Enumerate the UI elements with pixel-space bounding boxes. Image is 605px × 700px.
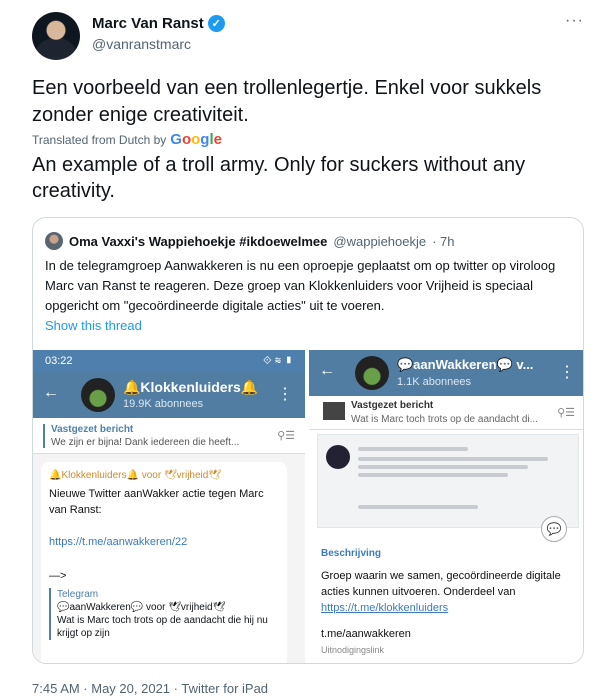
tweet-metadata: 7:45 AM · May 20, 2021 · Twitter for iPad bbox=[32, 681, 269, 696]
pinned-accent bbox=[43, 424, 45, 448]
status-icons: ⟐ ≋ ▮ bbox=[262, 354, 293, 367]
channel-info bbox=[321, 546, 561, 658]
channel-message bbox=[41, 462, 287, 664]
quoted-author-handle: @wappiehoekje bbox=[333, 233, 427, 249]
pinned-title: Vastgezet bericht bbox=[51, 424, 134, 435]
kebab-menu-icon: ⋮ bbox=[277, 386, 293, 403]
quoted-tweet[interactable] bbox=[32, 217, 584, 664]
channel-title: 🔔Klokkenluiders🔔 bbox=[123, 379, 259, 395]
embedded-avatar bbox=[326, 445, 350, 469]
description-text: Groep waarin we samen, gecoördineerde digitale acties kunnen uitvoeren. Onderdeel van bbox=[321, 570, 561, 598]
channel-avatar bbox=[81, 378, 115, 412]
quoted-tweet-text: In de telegramgroep Aanwakkeren is nu een oproepje geplaatst om op twitter op viroloog Marc van Ranst te reageren. Deze groep van Klokkenluiders voor Vrijheid is speciaal opgericht om "gecoördineerde digitale acties" uit te voeren. bbox=[45, 258, 556, 313]
quoted-time: · 7h bbox=[432, 233, 455, 249]
quoted-author-name: Oma Vaxxi's Wappiehoekje #ikdoewelmee bbox=[69, 233, 328, 249]
invite-link: t.me/aanwakkeren bbox=[321, 628, 411, 640]
pin-icon: ⚲☰ bbox=[557, 407, 575, 419]
chat-bubble-icon: 💬 bbox=[541, 516, 567, 542]
google-logo[interactable]: Google bbox=[170, 131, 222, 148]
back-arrow-icon: ← bbox=[43, 384, 59, 401]
pinned-thumbnail bbox=[323, 402, 345, 420]
text-line bbox=[358, 447, 468, 451]
quoted-tweet-header bbox=[45, 232, 455, 250]
author-name-text: Marc Van Ranst bbox=[92, 15, 204, 32]
description-body bbox=[321, 568, 561, 616]
pinned-message bbox=[309, 396, 584, 430]
forwarded-from: 💬aanWakkeren💬 voor 🕊vrijheid🕊 bbox=[57, 602, 226, 613]
pinned-message bbox=[33, 418, 305, 454]
telegram-channel-header-2 bbox=[309, 350, 584, 396]
channel-avatar bbox=[355, 356, 389, 390]
text-line bbox=[358, 505, 478, 509]
quoted-avatar bbox=[45, 232, 63, 250]
forwarded-title: Telegram bbox=[57, 589, 99, 600]
more-options-icon[interactable]: ··· bbox=[565, 12, 584, 29]
text-line bbox=[358, 465, 528, 469]
text-line bbox=[358, 473, 508, 477]
kebab-menu-icon: ⋮ bbox=[559, 364, 575, 381]
author-avatar[interactable] bbox=[32, 12, 80, 60]
verified-badge-icon: ✓ bbox=[208, 15, 225, 32]
forwarded-preview bbox=[49, 588, 279, 640]
message-arrow: —> bbox=[49, 570, 67, 582]
description-link: https://t.me/klokkenluiders bbox=[321, 602, 449, 614]
pinned-body: Wat is Marc toch trots op de aandacht di... bbox=[351, 414, 538, 425]
text-line bbox=[358, 457, 548, 461]
message-link: https://t.me/aanwakkeren/22 bbox=[49, 536, 188, 548]
phone-status-bar bbox=[33, 350, 305, 372]
telegram-channel-header bbox=[33, 372, 305, 418]
invite-link-label: Uitnodigingslink bbox=[321, 645, 385, 655]
telegram-screenshot-left[interactable] bbox=[33, 350, 305, 664]
channel-subscribers: 1.1K abonnees bbox=[397, 376, 472, 388]
forwarded-body: Wat is Marc toch trots op de aandacht die hij nu krijgt op zijn bbox=[57, 615, 268, 639]
pinned-title: Vastgezet bericht bbox=[351, 400, 434, 411]
author-handle[interactable]: @vanranstmarc bbox=[92, 36, 192, 52]
channel-subscribers: 19.9K abonnees bbox=[123, 398, 204, 410]
translated-from-label: Translated from Dutch by bbox=[32, 133, 167, 147]
author-name[interactable] bbox=[92, 15, 225, 32]
tweet-text: Een voorbeeld van een trollenlegertje. Enkel voor sukkels zonder enige creativiteit. bbox=[32, 77, 542, 126]
channel-title: 💬aanWakkeren💬 v... bbox=[397, 357, 534, 372]
pinned-body: We zijn er bijna! Dank iedereen die heeft... bbox=[51, 437, 240, 448]
message-body: Nieuwe Twitter aanWakker actie tegen Marc van Ranst: bbox=[49, 488, 264, 516]
message-sender: 🔔Klokkenluiders🔔 voor 🕊vrijheid🕊 bbox=[49, 470, 222, 481]
embedded-tweet-image bbox=[317, 434, 579, 528]
pin-icon: ⚲☰ bbox=[277, 430, 295, 442]
translation-attribution bbox=[32, 131, 222, 148]
status-time: 03:22 bbox=[45, 355, 73, 367]
translated-text: An example of a troll army. Only for suckers without any creativity. bbox=[32, 154, 526, 202]
show-thread-link[interactable]: Show this thread bbox=[45, 318, 142, 333]
back-arrow-icon: ← bbox=[319, 362, 335, 379]
description-heading: Beschrijving bbox=[321, 548, 382, 559]
telegram-screenshot-right[interactable] bbox=[309, 350, 584, 664]
